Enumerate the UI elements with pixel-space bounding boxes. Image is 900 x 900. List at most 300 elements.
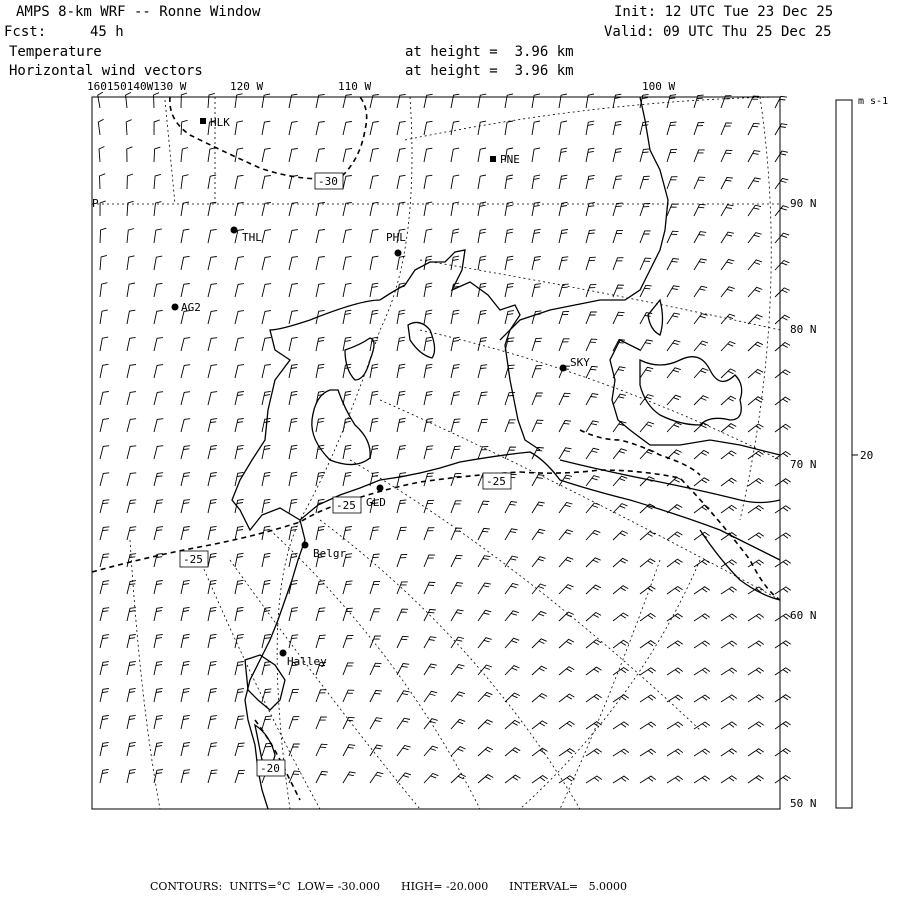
wind-barb [748, 695, 764, 702]
wind-barb [424, 310, 432, 324]
lat-label-pole: P [92, 197, 99, 210]
wind-barb [424, 555, 435, 567]
wind-barb [289, 418, 298, 432]
wind-barb [451, 148, 459, 162]
wind-barb [721, 668, 737, 675]
wind-barb [127, 283, 135, 297]
wind-barb [721, 478, 737, 486]
wind-barb [775, 96, 787, 108]
wind-barb [397, 746, 411, 757]
wind-barb [397, 718, 410, 729]
wind-barb [775, 641, 791, 648]
wind-barb [235, 580, 244, 594]
wind-barb [181, 580, 190, 594]
wind-barb [235, 257, 244, 270]
wind-barb [343, 176, 352, 190]
wind-barb [262, 257, 271, 270]
wind-barb [154, 419, 163, 432]
wind-barb [451, 528, 462, 540]
wind-barb [397, 500, 406, 513]
wind-barb [127, 256, 135, 270]
station-marker [231, 227, 238, 234]
wind-barb [100, 662, 109, 675]
wind-barb [613, 230, 623, 243]
wind-barb [235, 743, 245, 756]
wind-barb [640, 422, 654, 432]
wind-barb [289, 230, 298, 243]
wind-barb [640, 176, 650, 189]
wind-barb [154, 365, 163, 378]
wind-barb [154, 634, 163, 648]
wind-barb [721, 776, 737, 783]
wind-barb [748, 722, 764, 729]
wind-barb [505, 283, 514, 297]
wind-barb [505, 447, 516, 459]
wind-barb [397, 773, 411, 783]
wind-barb [640, 559, 655, 567]
wind-barb [100, 337, 108, 351]
wind-barb [613, 749, 629, 756]
wind-barb [613, 94, 621, 108]
wind-barb [154, 500, 163, 513]
wind-barb [640, 149, 649, 162]
station-label-gld: GLD [366, 496, 386, 509]
wind-barb [505, 175, 513, 189]
wind-barb [154, 581, 163, 595]
wind-barb [640, 204, 650, 217]
wind-barb [100, 769, 109, 783]
wind-barb [775, 587, 791, 594]
wind-barb [721, 749, 737, 756]
wind-barb [343, 418, 351, 432]
wind-barb [181, 607, 190, 621]
wind-barb [775, 533, 791, 540]
wind-barb [532, 776, 548, 784]
wind-barb [208, 689, 217, 703]
height-label-1: at height = 3.96 km [405, 44, 574, 60]
wind-barb [721, 695, 737, 702]
contour-label: -30 [318, 175, 338, 188]
wind-barb [451, 419, 460, 432]
wind-barb [559, 257, 568, 270]
wind-barb [586, 640, 601, 648]
wind-barb [694, 286, 707, 297]
wind-barb [370, 527, 379, 540]
lat-label-80n: 80 N [790, 323, 817, 336]
wind-barb [586, 694, 602, 702]
station-label-pne: PNE [500, 153, 520, 166]
wind-barb [532, 284, 541, 297]
contour-info-footer: CONTOURS: UNITS=°C LOW= -30.000 HIGH= -20.000 INTERVAL= 5.0000 [150, 880, 628, 893]
wind-barb [721, 287, 735, 297]
wind-barb [613, 776, 629, 783]
wind-barb [181, 634, 190, 648]
contour-label: -25 [486, 475, 506, 488]
wind-barb [289, 364, 298, 378]
forecast-value: 45 h [90, 24, 124, 40]
wind-barb [127, 662, 136, 676]
wind-barb [208, 93, 215, 108]
wind-barb [343, 472, 352, 486]
wind-barb [181, 419, 190, 432]
wind-barb [559, 585, 574, 594]
wind-barb [181, 661, 190, 675]
wind-barb [775, 370, 790, 378]
wind-barb [667, 641, 683, 648]
wind-barb [478, 528, 490, 540]
wind-barb [451, 364, 460, 378]
wind-barb [181, 120, 188, 135]
wind-barb [505, 311, 514, 324]
wind-barb [154, 446, 163, 459]
wind-barb [532, 475, 544, 486]
wind-barb [640, 532, 655, 541]
wind-barb [748, 424, 763, 432]
wind-barb [775, 749, 791, 757]
wind-barb [694, 722, 710, 729]
station-marker [490, 156, 496, 162]
wind-barb [289, 337, 298, 351]
wind-barb [694, 232, 706, 243]
wind-barb [289, 635, 298, 648]
wind-barb [370, 391, 378, 405]
wind-barb [451, 446, 461, 459]
wind-barb [748, 506, 764, 513]
wind-barb [181, 338, 190, 351]
wind-barb [559, 557, 573, 567]
wind-barb [532, 94, 540, 108]
wind-barb [640, 231, 651, 243]
wind-barb [343, 203, 352, 217]
wind-barb [370, 554, 380, 567]
wind-barb [343, 149, 352, 163]
wind-barb [181, 770, 190, 783]
wind-barb [397, 473, 406, 486]
wind-barb [775, 288, 790, 297]
wind-barb [289, 391, 298, 405]
wind-barb [181, 500, 190, 513]
colorbar-tick-label: 20 [860, 449, 874, 462]
wind-barb [154, 147, 160, 162]
wind-barb [667, 340, 680, 351]
wind-barb [667, 614, 683, 621]
wind-barb [208, 634, 217, 648]
wind-barb [505, 556, 518, 567]
wind-barb [478, 556, 490, 567]
wind-barb [775, 233, 789, 243]
wind-barb [586, 448, 599, 459]
wind-barb [586, 394, 598, 405]
wind-barb [181, 256, 190, 270]
wind-barb [532, 721, 547, 729]
wind-barb [343, 256, 352, 270]
wind-barb [694, 614, 710, 621]
wind-barb [397, 609, 408, 621]
station-marker [560, 365, 567, 372]
wind-barb [505, 584, 518, 595]
wind-barb [775, 261, 789, 271]
wind-barb [748, 233, 762, 243]
wind-barb [505, 529, 518, 540]
wind-barb [667, 122, 677, 135]
wind-barb [289, 608, 298, 621]
wind-barb [208, 580, 217, 594]
wind-barb [424, 719, 438, 729]
wind-barb [775, 506, 791, 513]
wind-barb [262, 445, 271, 459]
lat-label-70n: 70 N [790, 458, 817, 471]
wind-barb [208, 338, 217, 351]
wind-barb [640, 395, 654, 405]
contour-label: -25 [336, 499, 356, 512]
wind-barb [424, 364, 432, 378]
wind-barb [694, 776, 710, 783]
wind-barb [208, 553, 217, 567]
wind-barb [98, 119, 103, 135]
wind-barb [208, 661, 217, 675]
wind-barb [721, 587, 737, 594]
wind-barb [208, 716, 217, 729]
lat-label-60n: 60 N [790, 609, 817, 622]
wind-barb [100, 201, 106, 216]
wind-barb [451, 474, 461, 487]
wind-barb [316, 337, 325, 351]
wind-barb [316, 717, 327, 729]
wind-barb [262, 338, 271, 352]
wind-barb [262, 689, 271, 702]
wind-barb [100, 581, 109, 594]
wind-barb [370, 148, 379, 162]
wind-barb [694, 695, 710, 702]
wind-barb [154, 310, 163, 324]
wind-barb [154, 338, 163, 351]
wind-barb [532, 584, 546, 594]
wind-barb [424, 229, 432, 243]
wind-barb [235, 662, 244, 676]
wind-barb [154, 392, 163, 405]
wind-barb [100, 283, 107, 297]
wind-barb [775, 452, 791, 460]
wind-barb [343, 636, 353, 649]
wind-barb [208, 148, 216, 162]
wind-barb [451, 747, 466, 756]
wind-barb [505, 611, 519, 621]
wind-barb [775, 668, 791, 675]
wind-barb [505, 94, 513, 108]
wind-barb [694, 396, 709, 405]
wind-barb [208, 365, 217, 378]
wind-barb [397, 94, 406, 108]
wind-barb [532, 557, 546, 567]
wind-barb [424, 94, 433, 108]
wind-barb [478, 175, 486, 189]
wind-barb [100, 446, 109, 459]
wind-barb [640, 749, 656, 756]
wind-barb [154, 174, 161, 189]
wind-barb [640, 586, 655, 594]
wind-barb [100, 608, 109, 621]
wind-barb [721, 123, 732, 135]
wind-barb [775, 424, 791, 432]
wind-barb [100, 473, 109, 486]
wind-barb [154, 770, 163, 784]
wind-barb [586, 285, 596, 297]
wind-barb [181, 743, 190, 757]
wind-barb [640, 367, 653, 378]
wind-barb [532, 121, 540, 135]
wind-barb [397, 664, 409, 676]
wind-barb [343, 391, 351, 405]
wind-barb [100, 364, 109, 378]
wind-barb [208, 499, 217, 513]
wind-barb [262, 743, 272, 756]
wind-barb [424, 746, 438, 756]
station-marker [172, 304, 179, 311]
wind-barb [694, 587, 710, 594]
wind-barb [127, 310, 135, 324]
wind-barb [451, 637, 464, 648]
station-label-thl: THL [242, 231, 262, 244]
wind-barb [289, 499, 297, 513]
wind-barb [478, 610, 491, 621]
wind-barb [721, 232, 734, 243]
wind-barb [667, 776, 683, 783]
wind-barb [181, 93, 187, 108]
wind-barb [154, 742, 163, 756]
wind-barb [262, 499, 270, 513]
wind-barb [613, 586, 628, 594]
wind-barb [127, 419, 136, 432]
wind-barb [343, 745, 355, 756]
wind-barb [262, 176, 271, 190]
wind-barb [532, 611, 546, 621]
wind-barb [424, 391, 433, 405]
wind-barb [748, 533, 764, 540]
wind-barb [370, 122, 379, 136]
wind-barb [235, 392, 244, 406]
wind-barb [478, 501, 489, 513]
wind-barb [397, 310, 405, 324]
wind-barb [154, 256, 162, 270]
wind-barb [262, 365, 271, 379]
wind-barb [343, 310, 351, 324]
wind-barb [667, 695, 683, 702]
wind-barb [748, 315, 763, 324]
height-label-2: at height = 3.96 km [405, 63, 574, 79]
wind-barb [208, 743, 217, 756]
wind-barb [586, 94, 594, 108]
wind-barb [586, 667, 601, 675]
wind-barb [478, 256, 486, 270]
wind-barb [532, 639, 547, 648]
wind-barb [235, 607, 244, 621]
wind-barb [208, 229, 217, 243]
wind-barb [100, 174, 106, 189]
wind-barb [208, 257, 217, 271]
wind-barb [127, 688, 136, 702]
wind-barb [343, 663, 354, 675]
wind-barb [127, 229, 134, 244]
wind-barb [478, 638, 492, 648]
wind-barb [397, 582, 408, 594]
wind-barb [613, 695, 629, 702]
wind-barb [748, 749, 764, 756]
wind-barb [775, 151, 788, 162]
wind-barb [289, 149, 298, 163]
wind-barb [505, 229, 513, 243]
wind-barb [559, 421, 571, 433]
wind-barb [208, 419, 217, 432]
wind-barb [316, 364, 324, 378]
wind-barb [397, 555, 407, 568]
wind-barb [748, 369, 763, 378]
wind-barb [694, 204, 706, 216]
colorbar-units: m s-1 [858, 96, 889, 107]
wind-barb [424, 528, 434, 540]
wind-barb [397, 337, 405, 351]
wind-barb [478, 583, 491, 594]
wind-barb [775, 560, 791, 567]
wind-barb [397, 636, 409, 648]
wind-barb [640, 641, 656, 648]
wind-barb [235, 94, 243, 108]
wind-barb [100, 228, 106, 243]
wind-barb [640, 340, 653, 351]
wind-barb [208, 311, 217, 324]
wind-barb [262, 472, 271, 486]
colorbar [836, 100, 852, 808]
wind-barb [100, 392, 109, 406]
wind-barb [181, 392, 190, 405]
wind-barb [451, 555, 463, 567]
wind-barb [748, 151, 760, 162]
wind-barb [343, 581, 353, 594]
wind-barb [640, 695, 656, 702]
wind-barb [343, 445, 351, 459]
lon-label-left-cluster: 160150140W130 W [87, 80, 187, 93]
wind-barb [748, 479, 764, 487]
wind-barb [235, 284, 244, 297]
wind-barb [316, 283, 325, 297]
wind-barb [181, 365, 190, 378]
wind-barb [613, 531, 628, 540]
wind-barb [181, 446, 190, 459]
wind-barb [343, 229, 352, 243]
wind-barb [127, 201, 134, 216]
wind-barb [532, 420, 543, 432]
wind-barb [613, 449, 627, 459]
wind-barb [397, 148, 406, 162]
wind-barb [613, 640, 629, 648]
wind-barb [640, 668, 656, 675]
wind-barb [532, 338, 542, 351]
wind-barb [694, 478, 709, 486]
wind-barb [748, 178, 761, 189]
wind-barb [532, 529, 545, 540]
wind-barb [775, 315, 790, 324]
wind-barb [451, 610, 464, 621]
map-title: AMPS 8-km WRF -- Ronne Window [16, 4, 261, 20]
wind-barb [127, 742, 136, 756]
wind-barb [262, 148, 271, 162]
wind-barb [235, 445, 244, 459]
wind-barb [451, 501, 462, 513]
wind-barb [748, 776, 764, 783]
wind-barb [127, 715, 136, 729]
wind-barb [586, 613, 601, 622]
wind-barb [262, 121, 270, 135]
wind-barb [532, 666, 547, 675]
